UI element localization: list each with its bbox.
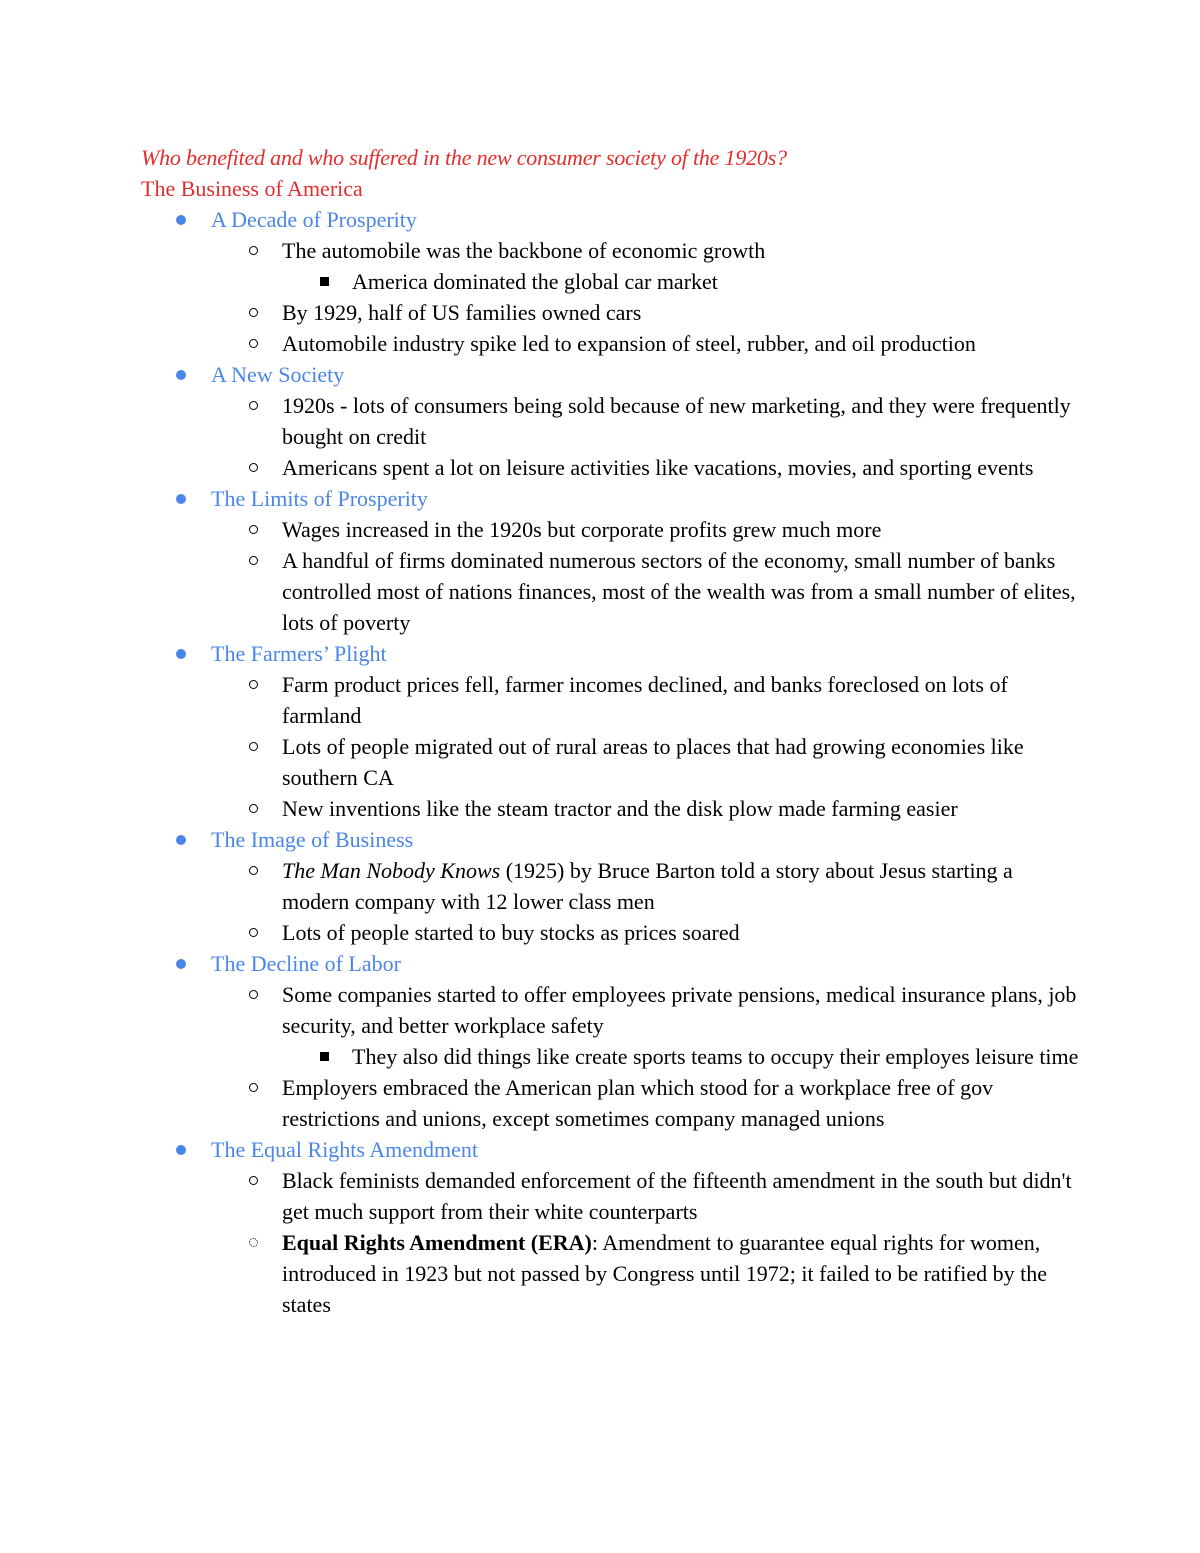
topic-item xyxy=(141,824,1081,855)
topic-title: The Farmers’ Plight xyxy=(211,641,387,666)
sub-note-text: They also did things like create sports teams to occupy their employes leisure time xyxy=(352,1044,1079,1069)
bullet-circle-icon xyxy=(249,1238,258,1247)
topic-item xyxy=(141,1134,1081,1165)
note-item xyxy=(141,514,1081,545)
bullet-circle-icon xyxy=(249,990,258,999)
notes-content xyxy=(141,142,1081,1320)
sub-note-text: America dominated the global car market xyxy=(352,269,718,294)
bullet-circle-icon xyxy=(249,866,258,875)
note-text: Wages increased in the 1920s but corporate profits grew much more xyxy=(282,517,882,542)
bullet-circle-icon xyxy=(249,680,258,689)
bullet-circle-icon xyxy=(249,556,258,565)
note-item xyxy=(141,545,1081,638)
note-item xyxy=(141,1227,1081,1320)
topic-item xyxy=(141,948,1081,979)
bullet-circle-icon xyxy=(249,804,258,813)
topic-title: A New Society xyxy=(211,362,345,387)
bullet-circle-icon xyxy=(249,308,258,317)
bullet-disc-icon xyxy=(176,494,186,504)
topic-item xyxy=(141,483,1081,514)
note-item xyxy=(141,297,1081,328)
note-text: Lots of people started to buy stocks as prices soared xyxy=(282,920,740,945)
sub-note-item xyxy=(141,1041,1081,1072)
bullet-circle-icon xyxy=(249,246,258,255)
topic-item xyxy=(141,204,1081,235)
topic-title: The Decline of Labor xyxy=(211,951,401,976)
topic-title: The Limits of Prosperity xyxy=(211,486,428,511)
bullet-disc-icon xyxy=(176,835,186,845)
topic-item xyxy=(141,359,1081,390)
book-title: The Man Nobody Knows xyxy=(282,858,501,883)
note-text: The automobile was the backbone of economic growth xyxy=(282,238,766,263)
bullet-circle-icon xyxy=(249,339,258,348)
topic-title: A Decade of Prosperity xyxy=(211,207,417,232)
bullet-circle-icon xyxy=(249,401,258,410)
note-text: New inventions like the steam tractor and the disk plow made farming easier xyxy=(282,796,958,821)
note-text: Some companies started to offer employees private pensions, medical insurance plans, job security, and better workplace safety xyxy=(282,982,1077,1038)
note-text: (1925) by Bruce Barton told a story about Jesus starting a modern company with 12 lower class men xyxy=(282,858,1013,914)
note-item xyxy=(141,855,1081,917)
note-item xyxy=(141,669,1081,731)
bullet-circle-icon xyxy=(249,742,258,751)
note-text: : Amendment to guarantee equal rights for women, introduced in 1923 but not passed by Congress until 1972; it failed to be ratified by the states xyxy=(282,1230,1047,1317)
bullet-circle-icon xyxy=(249,1083,258,1092)
note-item xyxy=(141,390,1081,452)
note-text: Automobile industry spike led to expansion of steel, rubber, and oil production xyxy=(282,331,976,356)
note-text: By 1929, half of US families owned cars xyxy=(282,300,642,325)
bullet-disc-icon xyxy=(176,959,186,969)
outline-list xyxy=(141,204,1081,1320)
note-item xyxy=(141,917,1081,948)
bullet-disc-icon xyxy=(176,1145,186,1155)
note-text: A handful of firms dominated numerous sectors of the economy, small number of banks controlled most of nations finances, most of the wealth was from a small number of elites, lots of poverty xyxy=(282,548,1076,635)
note-text: Employers embraced the American plan which stood for a workplace free of gov restrictions and unions, except sometimes company managed unions xyxy=(282,1075,994,1131)
note-item xyxy=(141,235,1081,266)
bullet-square-icon xyxy=(320,1052,329,1061)
note-item xyxy=(141,328,1081,359)
note-text: Lots of people migrated out of rural areas to places that had growing economies like southern CA xyxy=(282,734,1024,790)
note-text: 1920s - lots of consumers being sold because of new marketing, and they were frequently bought on credit xyxy=(282,393,1071,449)
topic-title: The Equal Rights Amendment xyxy=(211,1137,479,1162)
note-item xyxy=(141,979,1081,1041)
note-item xyxy=(141,1072,1081,1134)
note-text: Farm product prices fell, farmer incomes declined, and banks foreclosed on lots of farmland xyxy=(282,672,1008,728)
bullet-disc-icon xyxy=(176,649,186,659)
section-heading: The Business of America xyxy=(141,176,363,201)
bullet-circle-icon xyxy=(249,463,258,472)
note-text: Americans spent a lot on leisure activities like vacations, movies, and sporting events xyxy=(282,455,1034,480)
essential-question: Who benefited and who suffered in the new consumer society of the 1920s? xyxy=(141,145,787,170)
note-item xyxy=(141,731,1081,793)
topic-title: The Image of Business xyxy=(211,827,414,852)
note-item xyxy=(141,1165,1081,1227)
bullet-square-icon xyxy=(320,277,329,286)
bullet-circle-icon xyxy=(249,1176,258,1185)
bullet-circle-icon xyxy=(249,525,258,534)
bullet-disc-icon xyxy=(176,370,186,380)
topic-item xyxy=(141,638,1081,669)
term: Equal Rights Amendment (ERA) xyxy=(282,1230,592,1255)
sub-note-item xyxy=(141,266,1081,297)
bullet-disc-icon xyxy=(176,215,186,225)
bullet-circle-icon xyxy=(249,928,258,937)
note-item xyxy=(141,793,1081,824)
note-text: Black feminists demanded enforcement of the fifteenth amendment in the south but didn't get much support from their white counterparts xyxy=(282,1168,1072,1224)
note-item xyxy=(141,452,1081,483)
